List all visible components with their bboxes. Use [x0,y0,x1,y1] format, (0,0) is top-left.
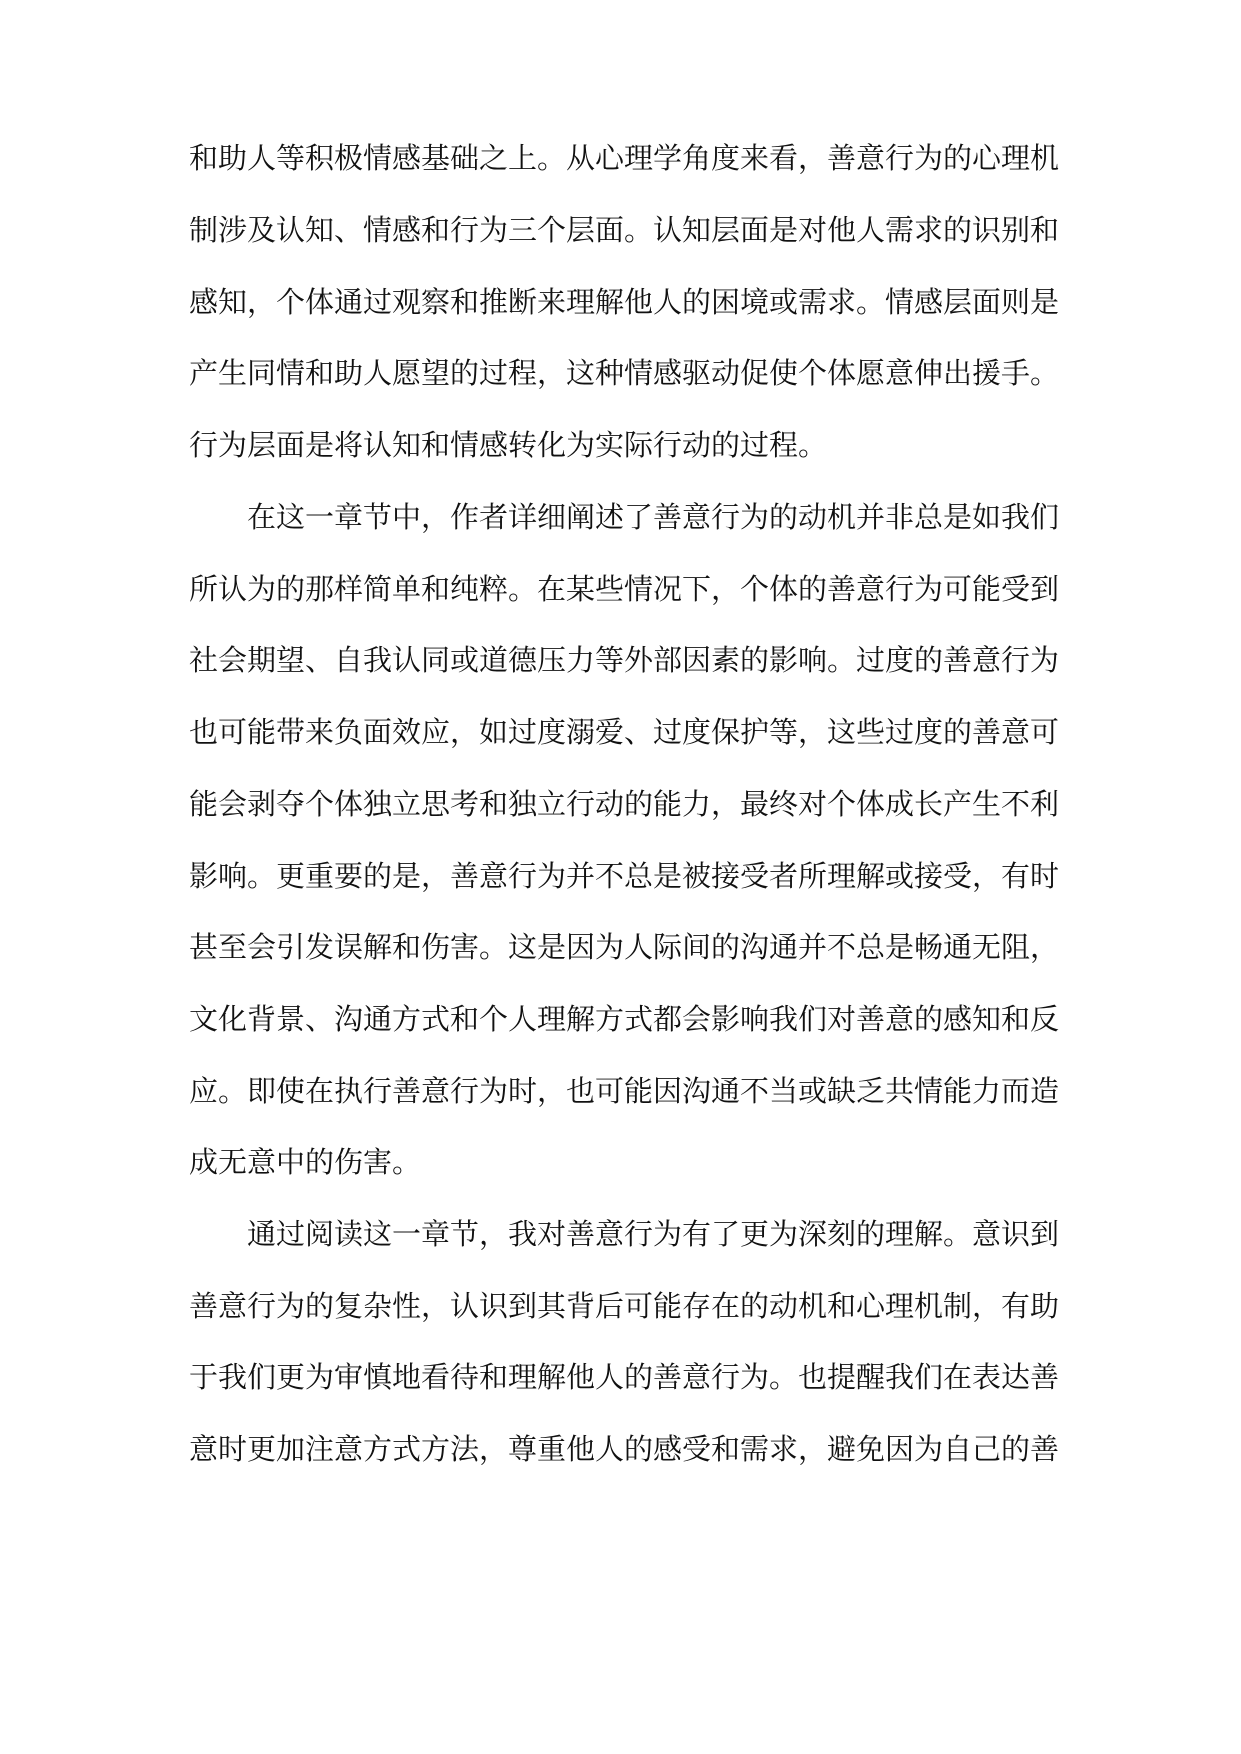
paragraph-1-line-3: 感知，个体通过观察和推断来理解他人的困境或需求。情感层面则是 [189,285,1060,319]
paragraph-1-line-1: 和助人等积极情感基础之上。从心理学角度来看，善意行为的心理机 [189,141,1060,175]
paragraph-2-line-10: 成无意中的伤害。 [189,1145,422,1179]
paragraph-3-line-1: 通过阅读这一章节，我对善意行为有了更为深刻的理解。意识到 [247,1217,1060,1251]
paragraph-2-line-1: 在这一章节中，作者详细阐述了善意行为的动机并非总是如我们 [247,500,1060,534]
paragraph-2-line-8: 文化背景、沟通方式和个人理解方式都会影响我们对善意的感知和反 [189,1002,1060,1036]
paragraph-1-line-4: 产生同情和助人愿望的过程，这种情感驱动促使个体愿意伸出援手。 [189,356,1060,390]
paragraph-2-line-7: 甚至会引发误解和伤害。这是因为人际间的沟通并不总是畅通无阻， [189,930,1060,964]
paragraph-2-line-3: 社会期望、自我认同或道德压力等外部因素的影响。过度的善意行为 [189,643,1060,677]
paragraph-1-line-5: 行为层面是将认知和情感转化为实际行动的过程。 [189,428,828,462]
paragraph-2-line-2: 所认为的那样简单和纯粹。在某些情况下，个体的善意行为可能受到 [189,572,1060,606]
paragraph-3-line-3: 于我们更为审慎地看待和理解他人的善意行为。也提醒我们在表达善 [189,1360,1060,1394]
paragraph-3-line-2: 善意行为的复杂性，认识到其背后可能存在的动机和心理机制，有助 [189,1289,1060,1323]
paragraph-2-line-4: 也可能带来负面效应，如过度溺爱、过度保护等，这些过度的善意可 [189,715,1060,749]
paragraph-3-line-4: 意时更加注意方式方法，尊重他人的感受和需求，避免因为自己的善 [189,1432,1060,1466]
paragraph-1-line-2: 制涉及认知、情感和行为三个层面。认知层面是对他人需求的识别和 [189,213,1060,247]
paragraph-2-line-5: 能会剥夺个体独立思考和独立行动的能力，最终对个体成长产生不利 [189,787,1060,821]
paragraph-2-line-9: 应。即使在执行善意行为时，也可能因沟通不当或缺乏共情能力而造 [189,1074,1060,1108]
paragraph-2-line-6: 影响。更重要的是，善意行为并不总是被接受者所理解或接受，有时 [189,859,1060,893]
